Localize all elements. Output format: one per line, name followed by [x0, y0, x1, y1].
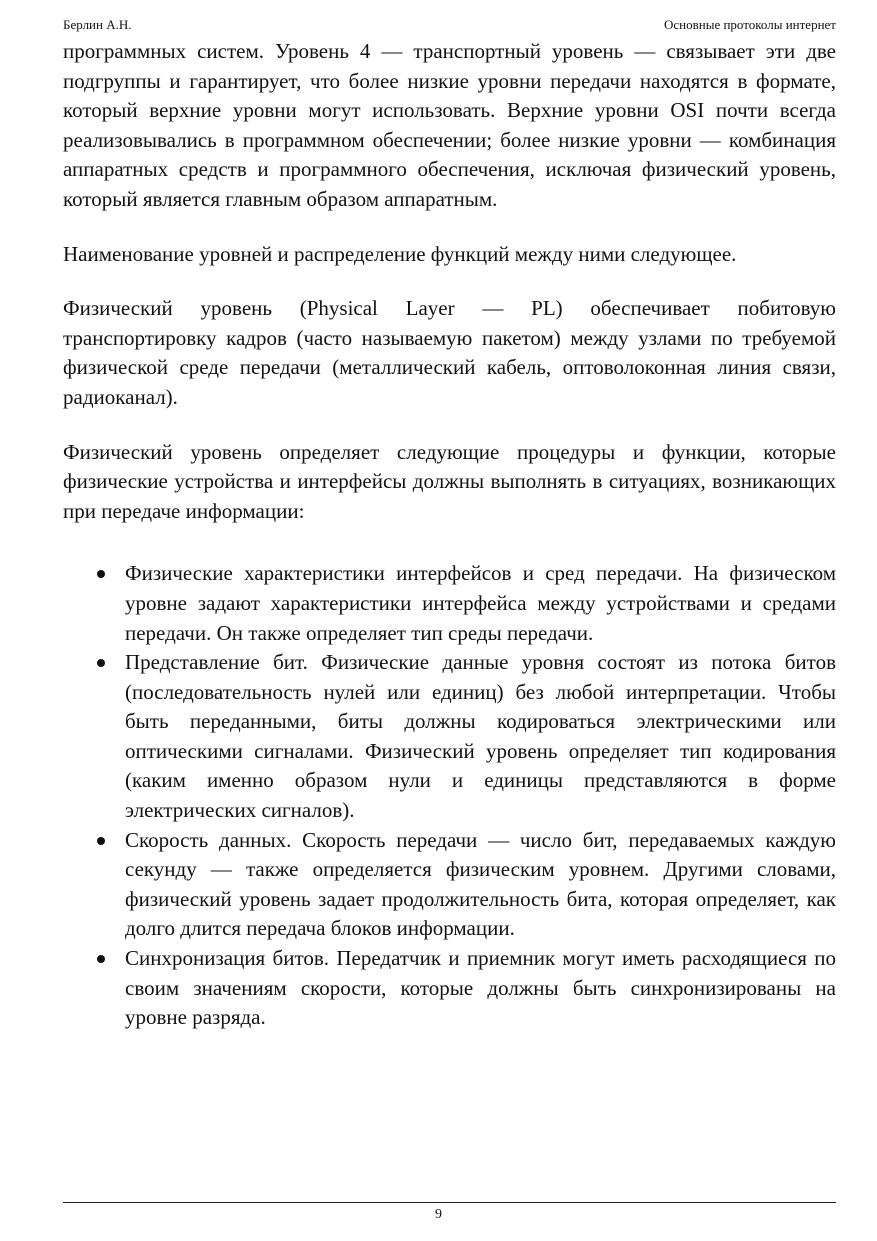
- footer-divider: [63, 1202, 836, 1203]
- bullet-icon: [97, 955, 105, 963]
- bullet-icon: [97, 659, 105, 667]
- bullet-list: [63, 559, 836, 1033]
- list-item-text: Представление бит. Физические данные уровня состоят из потока битов (последовательность нулей или единиц) без любой интерпретации. Чтобы быть переданными, биты должны кодироваться электрическими или оптическими сигналами. Физический уровень определяет тип кодирования (каким именно образом нули и единицы представляются в форме электрических сигналов).: [125, 650, 836, 823]
- list-item-text: Скорость данных. Скорость передачи — число бит, передаваемых каждую секунду — также определяется физическим уровнем. Другими словами, физический уровень задает продолжительность бита, которая определяет, как долго длится передача блоков информации.: [125, 827, 836, 941]
- paragraph: программных систем. Уровень 4 — транспортный уровень — связывает эти две подгруппы и гарантирует, что более низкие уровни передачи находятся в формате, который верхние уровни могут использовать. Верхние уровни OSI почти всегда реализовывались в программном обеспечении; более низкие уровни — комбинация аппаратных средств и программного обеспечения, исключая физический уровень, который является главным образом аппаратным.: [63, 39, 836, 211]
- page-header: [63, 15, 836, 35]
- bullet-icon: [97, 837, 105, 845]
- bullet-icon: [97, 570, 105, 578]
- header-author: Берлин А.Н.: [63, 17, 132, 32]
- paragraph: Физический уровень (Physical Layer — PL) обеспечивает побитовую транспортировку кадров (часто называемую пакетом) между узлами по требуемой физической среде передачи (металлический кабель, оптоволоконная линия связи, радиоканал).: [63, 296, 836, 409]
- list-item: [63, 559, 836, 648]
- page-number: 9: [435, 1207, 442, 1222]
- list-item: [63, 648, 836, 826]
- paragraph: Наименование уровней и распределение функций между ними следующее.: [63, 241, 737, 266]
- paragraph: Физический уровень определяет следующие процедуры и функции, которые физические устройства и интерфейсы должны выполнять в ситуациях, возникающих при передаче информации:: [63, 439, 836, 523]
- list-item: [63, 944, 836, 1033]
- list-item: [63, 826, 836, 944]
- list-item-text: Физические характеристики интерфейсов и сред передачи. На физическом уровне задают характеристики интерфейса между устройствами и средами передачи. Он также определяет тип среды передачи.: [125, 561, 836, 645]
- page-content: [63, 37, 836, 1033]
- header-title: Основные протоколы интернет: [664, 17, 836, 32]
- list-item-text: Синхронизация битов. Передатчик и приемник могут иметь расходящиеся по своим значениям скорости, которые должны быть синхронизированы на уровне разряда.: [125, 946, 836, 1030]
